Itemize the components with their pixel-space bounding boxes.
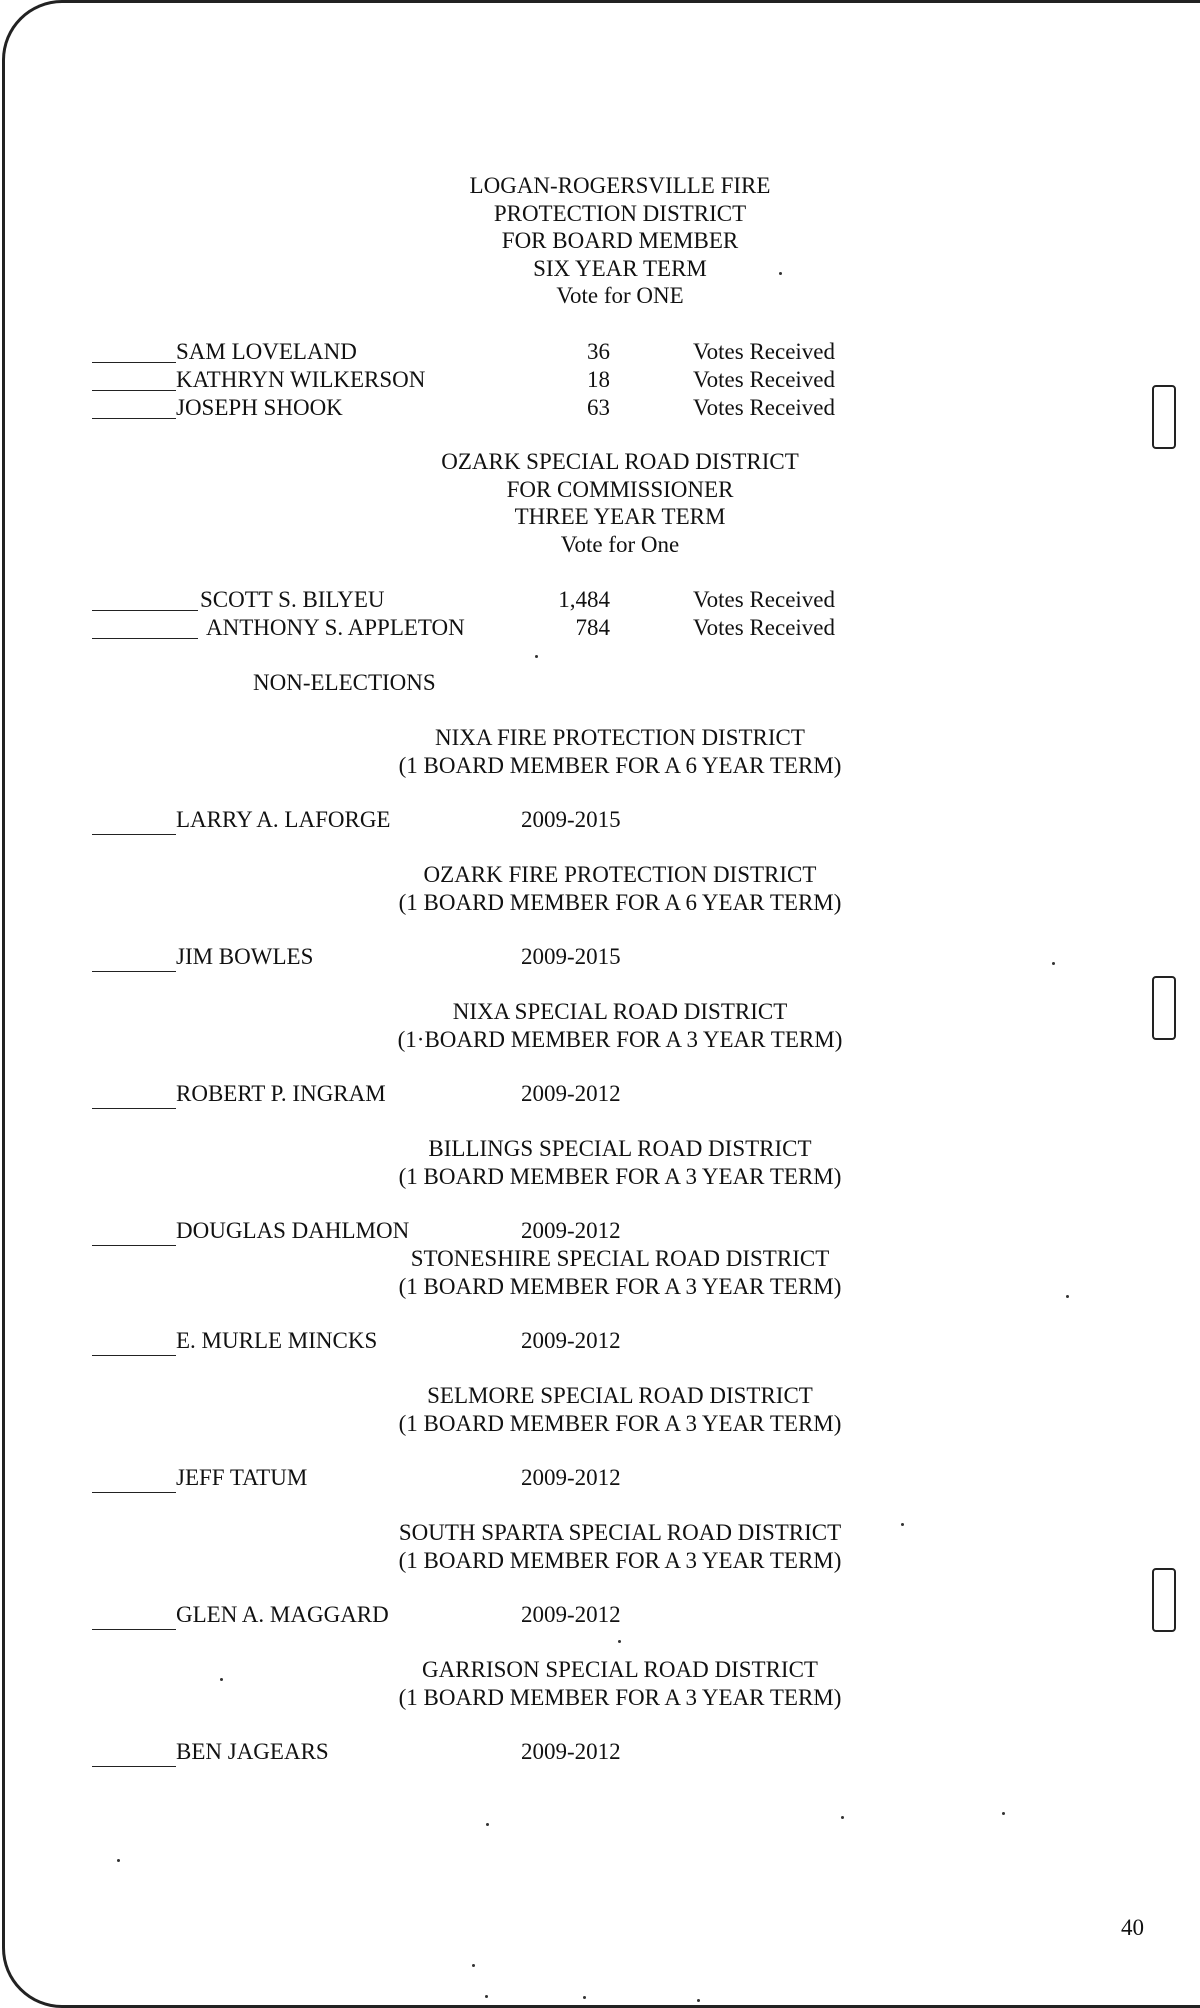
member-name: BEN JAGEARS (176, 1739, 329, 1764)
heading-line: SIX YEAR TERM (533, 255, 707, 281)
district-term-note: (1 BOARD MEMBER FOR A 6 YEAR TERM) (398, 752, 842, 778)
scan-speck (472, 1964, 475, 1967)
heading-line: FOR COMMISSIONER (506, 476, 734, 502)
candidate-name: ANTHONY S. APPLETON (206, 615, 465, 640)
candidate-name: JOSEPH SHOOK (176, 395, 343, 420)
votes-label: Votes Received (693, 367, 836, 392)
scan-speck (697, 1999, 700, 2002)
scan-speck (485, 1995, 488, 1998)
member-term: 2009-2012 (521, 1739, 621, 1764)
candidate-name: KATHRYN WILKERSON (176, 367, 426, 392)
vote-count: 1,484 (558, 587, 610, 612)
vote-blank (92, 1355, 176, 1356)
vote-blank (92, 1108, 176, 1109)
district-name: SELMORE SPECIAL ROAD DISTRICT (427, 1383, 813, 1408)
member-name: GLEN A. MAGGARD (176, 1602, 389, 1627)
district-name: NIXA FIRE PROTECTION DISTRICT (435, 725, 805, 750)
vote-blank (92, 1492, 176, 1493)
votes-label: Votes Received (693, 395, 836, 420)
district-name: SOUTH SPARTA SPECIAL ROAD DISTRICT (398, 1520, 842, 1545)
district-term-note: (1·BOARD MEMBER FOR A 3 YEAR TERM) (397, 1026, 843, 1052)
district-heading (360, 1135, 880, 1190)
vote-blank (92, 418, 176, 419)
district-term-note: (1 BOARD MEMBER FOR A 3 YEAR TERM) (398, 1684, 842, 1710)
scan-speck (841, 1816, 844, 1819)
district-term-note: (1 BOARD MEMBER FOR A 3 YEAR TERM) (398, 1163, 842, 1189)
member-term: 2009-2012 (521, 1328, 621, 1353)
member-term: 2009-2012 (521, 1602, 621, 1627)
member-term: 2009-2012 (521, 1465, 621, 1490)
district-term-note: (1 BOARD MEMBER FOR A 3 YEAR TERM) (398, 1273, 842, 1299)
district-heading (360, 724, 880, 779)
member-term: 2009-2012 (521, 1218, 621, 1243)
non-elections-heading: NON-ELECTIONS (253, 670, 436, 695)
scan-speck (1002, 1812, 1005, 1815)
heading-line: Vote for One (560, 531, 680, 557)
vote-blank (92, 1245, 176, 1246)
candidate-name: SAM LOVELAND (176, 339, 357, 364)
candidate-name: SCOTT S. BILYEU (200, 587, 385, 612)
votes-label: Votes Received (693, 615, 836, 640)
district-name: NIXA SPECIAL ROAD DISTRICT (452, 999, 788, 1024)
vote-blank (92, 834, 176, 835)
district-name: BILLINGS SPECIAL ROAD DISTRICT (428, 1136, 812, 1161)
scan-speck (1052, 962, 1055, 965)
binder-hole-bottom (1152, 1568, 1176, 1632)
vote-count: 63 (587, 395, 610, 420)
member-term: 2009-2012 (521, 1081, 621, 1106)
district-heading (360, 1382, 880, 1437)
scan-speck (117, 1859, 120, 1862)
district-term-note: (1 BOARD MEMBER FOR A 3 YEAR TERM) (398, 1547, 842, 1573)
district-name: OZARK FIRE PROTECTION DISTRICT (423, 862, 817, 887)
scan-speck (618, 1640, 621, 1643)
heading-line: Vote for ONE (556, 283, 684, 309)
district-heading (360, 998, 880, 1053)
vote-blank (92, 610, 198, 611)
scan-speck (1066, 1295, 1069, 1298)
heading-line: LOGAN-ROGERSVILLE FIRE (469, 173, 771, 198)
heading-line: OZARK SPECIAL ROAD DISTRICT (441, 449, 799, 474)
district-heading (360, 861, 880, 916)
scan-speck (779, 272, 782, 275)
district-heading (360, 1519, 880, 1574)
member-name: E. MURLE MINCKS (176, 1328, 378, 1353)
district-heading (360, 1656, 880, 1711)
vote-blank (92, 971, 176, 972)
vote-blank (92, 362, 176, 363)
votes-label: Votes Received (693, 587, 836, 612)
district-name: GARRISON SPECIAL ROAD DISTRICT (422, 1657, 818, 1682)
member-name: JIM BOWLES (176, 944, 314, 969)
member-name: DOUGLAS DAHLMON (176, 1218, 410, 1243)
member-name: LARRY A. LAFORGE (176, 807, 391, 832)
vote-blank (92, 1629, 176, 1630)
scan-speck (583, 1996, 586, 1999)
heading-line: PROTECTION DISTRICT (493, 200, 747, 226)
binder-hole-top (1152, 385, 1176, 449)
scan-speck (486, 1823, 489, 1826)
vote-count: 36 (587, 339, 610, 364)
heading-line: FOR BOARD MEMBER (501, 228, 739, 254)
heading-line: THREE YEAR TERM (514, 504, 726, 530)
vote-count: 18 (587, 367, 610, 392)
ozark-road-heading (420, 448, 820, 558)
logan-heading (420, 172, 820, 310)
district-term-note: (1 BOARD MEMBER FOR A 6 YEAR TERM) (398, 889, 842, 915)
member-name: ROBERT P. INGRAM (176, 1081, 386, 1106)
binder-hole-middle (1152, 976, 1176, 1040)
member-name: JEFF TATUM (176, 1465, 308, 1490)
district-name: STONESHIRE SPECIAL ROAD DISTRICT (410, 1246, 830, 1271)
votes-label: Votes Received (693, 339, 836, 364)
scan-speck (220, 1678, 223, 1681)
member-term: 2009-2015 (521, 807, 621, 832)
scan-speck (535, 655, 538, 658)
vote-blank (92, 638, 198, 639)
vote-count: 784 (575, 615, 610, 640)
district-term-note: (1 BOARD MEMBER FOR A 3 YEAR TERM) (398, 1410, 842, 1436)
page-number: 40 (1121, 1915, 1144, 1940)
vote-blank (92, 390, 176, 391)
scan-speck (901, 1523, 904, 1526)
vote-blank (92, 1766, 176, 1767)
member-term: 2009-2015 (521, 944, 621, 969)
district-heading (360, 1245, 880, 1300)
